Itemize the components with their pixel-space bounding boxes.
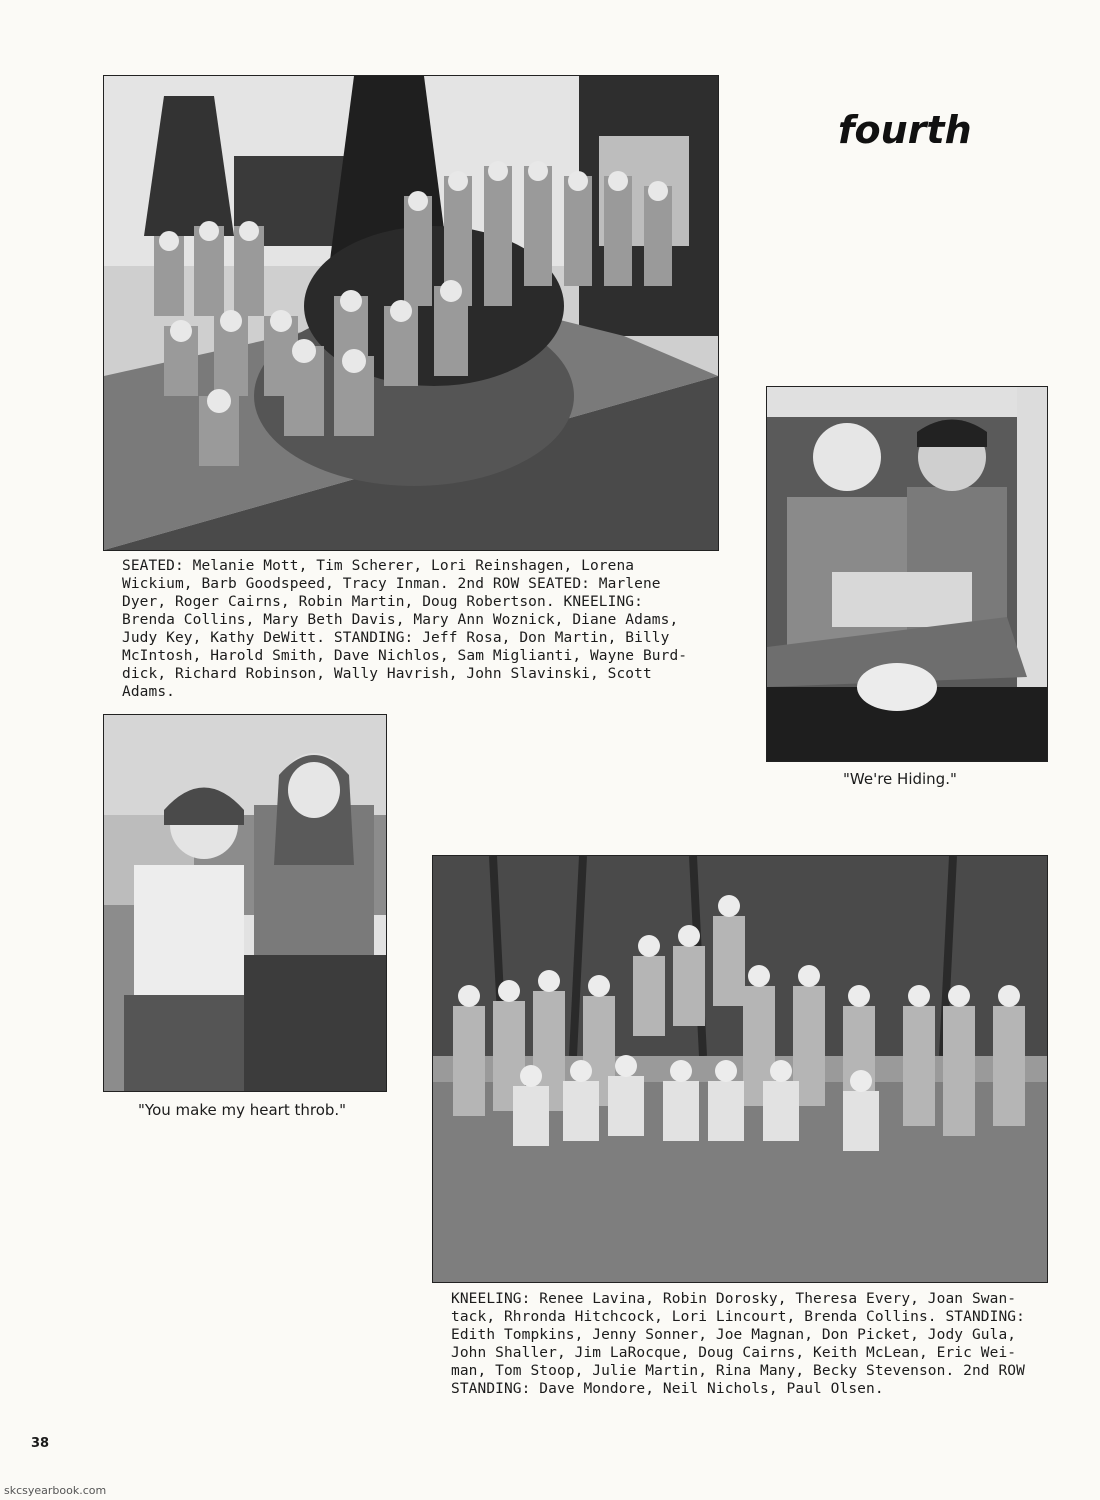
page-number: 38 <box>31 1436 50 1451</box>
class-photo-2 <box>432 855 1048 1283</box>
hiding-photo <box>766 386 1048 762</box>
watermark: skcsyearbook.com <box>4 1484 107 1497</box>
heart-photo-caption: "You make my heart throb." <box>138 1101 347 1119</box>
class-photo-2-caption: KNEELING: Renee Lavina, Robin Dorosky, Theresa Every, Joan Swan-tack, Rhronda Hitchcock, Lori Lincourt, Brenda Collins. STANDING: Edith Tompkins, Jenny Sonner, Joe Magnan, Don Picket, Jody Gula, John Shaller, Jim LaRocque, Doug Cairns, Keith McLean, Eric Wei-man, Tom Stoop, Julie Martin, Rina Many, Becky Stevenson. 2nd ROW STANDING: Dave Mondore, Neil Nichols, Paul Olsen. <box>451 1291 1025 1397</box>
hiding-photo-caption: "We're Hiding." <box>843 770 957 788</box>
class-photo-1 <box>103 75 719 551</box>
class-photo-1-caption: SEATED: Melanie Mott, Tim Scherer, Lori Reinshagen, Lorena Wickium, Barb Goodspeed, Tracy Inman. 2nd ROW SEATED: Marlene Dyer, Roger Cairns, Robin Martin, Doug Robertson. KNEELING: Brenda Collins, Mary Beth Davis, Mary Ann Woznick, Diane Adams, Judy Key, Kathy DeWitt. STANDING: Jeff Rosa, Don Martin, Billy McIntosh, Harold Smith, Dave Nichlos, Sam Miglianti, Wayne Burd-dick, Richard Robinson, Wally Havrish, John Slavinski, Scott Adams. <box>122 558 688 700</box>
section-heading: fourth <box>838 108 972 152</box>
heart-photo <box>103 714 387 1092</box>
